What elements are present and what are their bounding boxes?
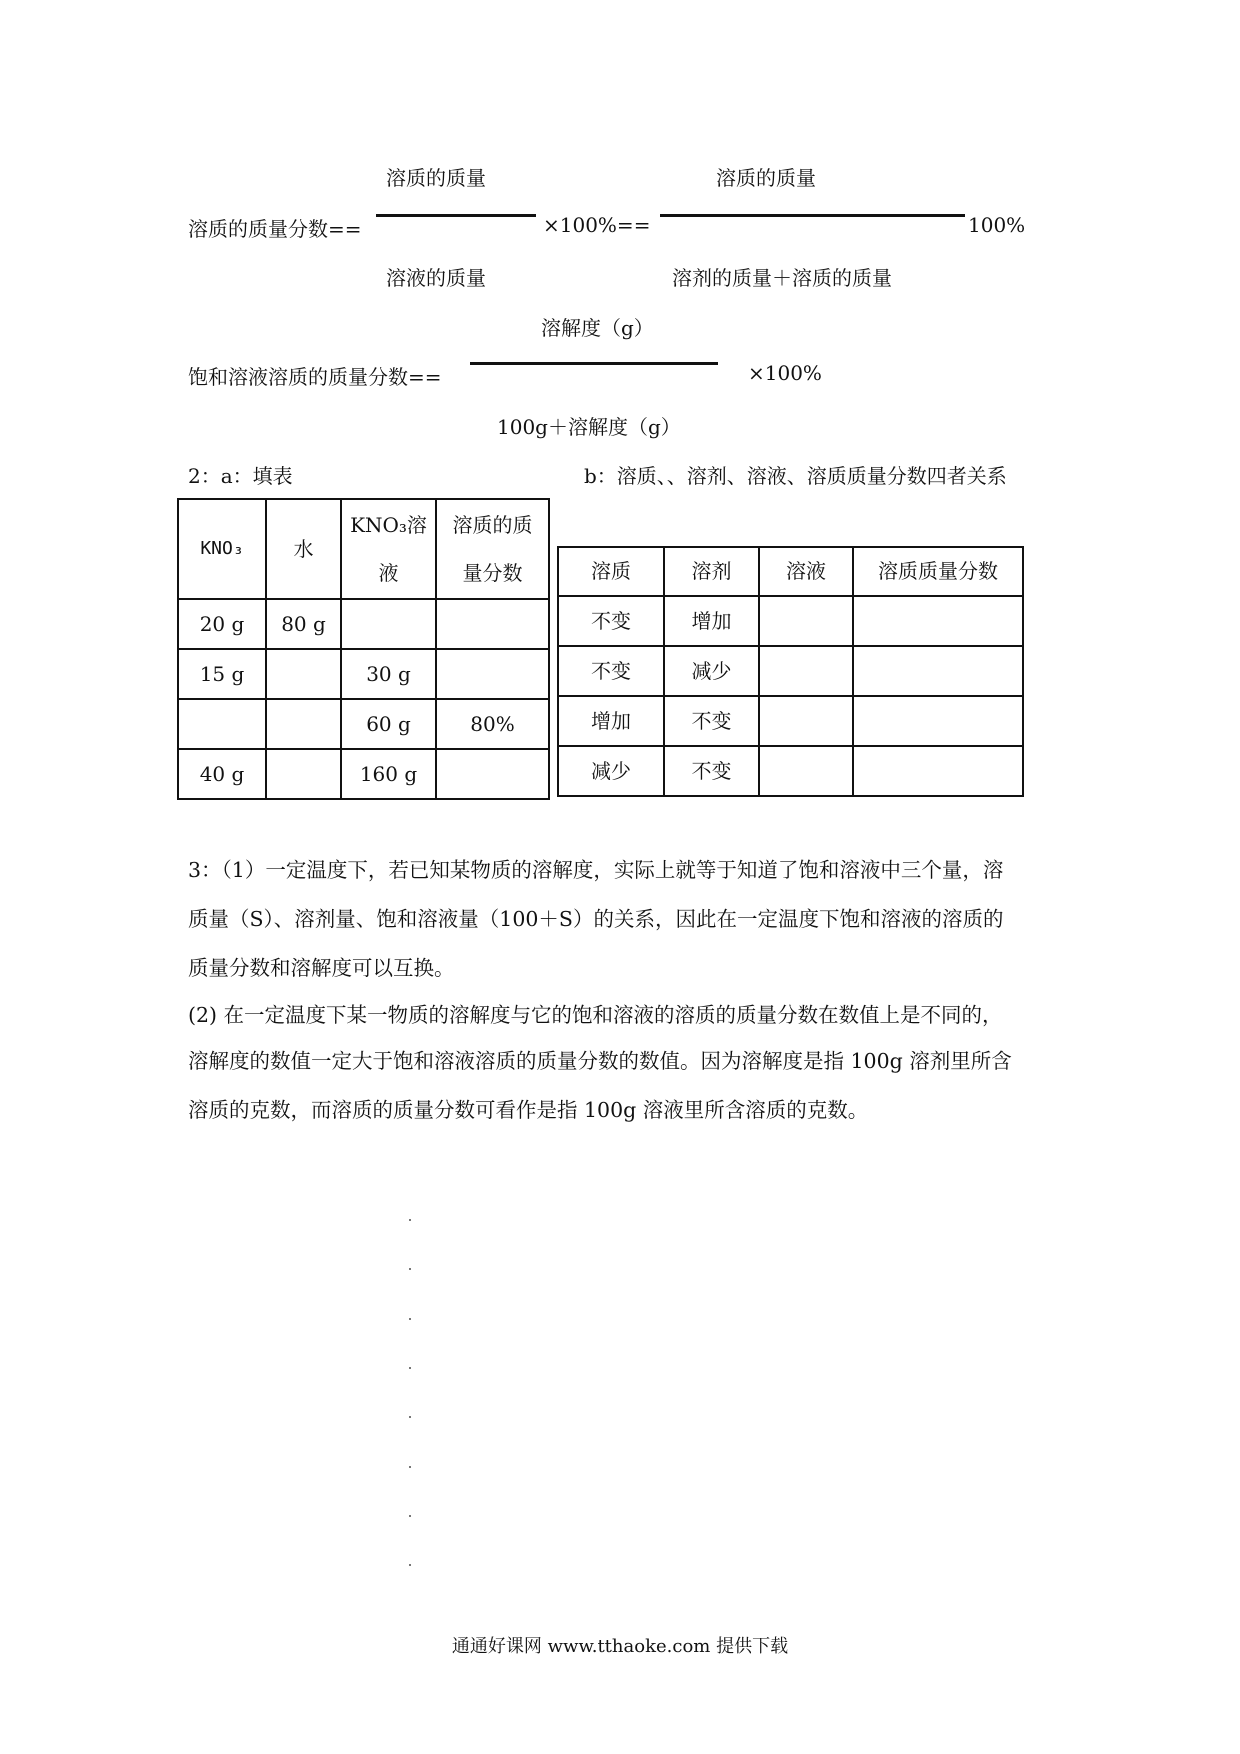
table-cell: 不变	[558, 596, 664, 646]
section3-line: 质量（S）、溶剂量、饱和溶液量（100＋S）的关系，因此在一定温度下饱和溶液的溶质的	[188, 907, 1004, 931]
table-cell: 60 g	[341, 699, 436, 749]
table-cell	[266, 749, 341, 799]
faint-dot	[409, 1515, 411, 1517]
section3-line: 溶解度的数值一定大于饱和溶液溶质的质量分数的数值。因为溶解度是指 100g 溶剂里所含	[188, 1049, 1012, 1073]
formula2-denominator: 100g＋溶解度（g）	[497, 415, 681, 439]
faint-dot	[409, 1416, 411, 1418]
formula1-denominator-2: 溶剂的质量＋溶质的质量	[672, 266, 892, 290]
faint-dot	[409, 1318, 411, 1320]
faint-dot	[409, 1564, 411, 1566]
table-row	[558, 646, 1023, 696]
table-cell: 40 g	[178, 749, 266, 799]
table-b-header-solution: 溶液	[759, 547, 853, 596]
formula1-fraction-bar-1	[376, 214, 536, 217]
table-row	[178, 749, 549, 799]
table-cell: 80%	[436, 699, 549, 749]
table-cell: 30 g	[341, 649, 436, 699]
table-cell	[759, 696, 853, 746]
table-cell	[436, 749, 549, 799]
faint-dot	[409, 1367, 411, 1369]
section3-line: 3：（1）一定温度下，若已知某物质的溶解度，实际上就等于知道了饱和溶液中三个量，溶	[188, 858, 1004, 882]
section2-b-label: b：溶质、、溶剂、溶液、溶质质量分数四者关系	[584, 464, 1007, 488]
table-cell	[266, 649, 341, 699]
table-a-header-solution: KNO₃溶液	[341, 499, 436, 599]
table-a-header-row	[178, 499, 549, 599]
formula2-lhs: 饱和溶液溶质的质量分数==	[188, 365, 442, 389]
faint-dot	[409, 1219, 411, 1221]
table-cell: 减少	[664, 646, 759, 696]
table-a-header-water: 水	[266, 499, 341, 599]
formula1-fraction-bar-2	[660, 214, 965, 217]
formula1-numerator-2: 溶质的质量	[716, 166, 816, 190]
table-cell	[341, 599, 436, 649]
faint-dot	[409, 1268, 411, 1270]
table-row	[178, 599, 549, 649]
table-cell: 20 g	[178, 599, 266, 649]
table-cell	[178, 699, 266, 749]
table-row	[558, 746, 1023, 796]
table-row	[558, 596, 1023, 646]
section3-line: 溶质的克数，而溶质的质量分数可看作是指 100g 溶液里所含溶质的克数。	[188, 1098, 869, 1122]
section3-paragraphs	[188, 846, 1068, 1135]
table-cell	[853, 746, 1023, 796]
table-a-header-mass-fraction: 溶质的质量分数	[436, 499, 549, 599]
page-footer: 通通好课网 www.tthaoke.com 提供下载	[451, 1636, 789, 1657]
table-cell	[759, 646, 853, 696]
formula1-times-100: ×100%==	[543, 213, 651, 237]
formula2-fraction-bar	[470, 362, 718, 365]
table-cell: 不变	[558, 646, 664, 696]
formula2-numerator: 溶解度（g）	[541, 316, 654, 340]
faint-dot	[409, 1466, 411, 1468]
table-cell	[759, 596, 853, 646]
table-row	[178, 699, 549, 749]
table-cell	[853, 596, 1023, 646]
table-b	[557, 546, 1024, 797]
table-cell: 增加	[558, 696, 664, 746]
table-cell: 80 g	[266, 599, 341, 649]
table-cell: 15 g	[178, 649, 266, 699]
table-cell	[436, 599, 549, 649]
table-row	[558, 696, 1023, 746]
table-cell: 增加	[664, 596, 759, 646]
table-cell: 减少	[558, 746, 664, 796]
table-a-header-kno3: KNO₃	[178, 499, 266, 599]
table-cell: 不变	[664, 746, 759, 796]
table-cell	[436, 649, 549, 699]
formula1-lhs: 溶质的质量分数==	[188, 217, 362, 241]
table-cell: 不变	[664, 696, 759, 746]
table-a	[177, 498, 550, 800]
formula1-tail: 100%	[968, 213, 1026, 237]
table-cell	[759, 746, 853, 796]
table-b-header-solute: 溶质	[558, 547, 664, 596]
section2-a-label: 2：a：填表	[188, 464, 293, 488]
table-cell	[853, 646, 1023, 696]
formula1-numerator-1: 溶质的质量	[386, 166, 486, 190]
section3-line: (2) 在一定温度下某一物质的溶解度与它的饱和溶液的溶质的质量分数在数值上是不同的，	[188, 1003, 1003, 1027]
table-b-header-mass-fraction: 溶质质量分数	[853, 547, 1023, 596]
table-cell: 160 g	[341, 749, 436, 799]
table-b-header-solvent: 溶剂	[664, 547, 759, 596]
table-cell	[266, 699, 341, 749]
table-row	[178, 649, 549, 699]
table-cell	[853, 696, 1023, 746]
formula1-denominator-1: 溶液的质量	[386, 266, 486, 290]
section3-line: 质量分数和溶解度可以互换。	[188, 956, 455, 980]
formula2-times-100: ×100%	[748, 361, 822, 385]
table-b-header-row	[558, 547, 1023, 596]
